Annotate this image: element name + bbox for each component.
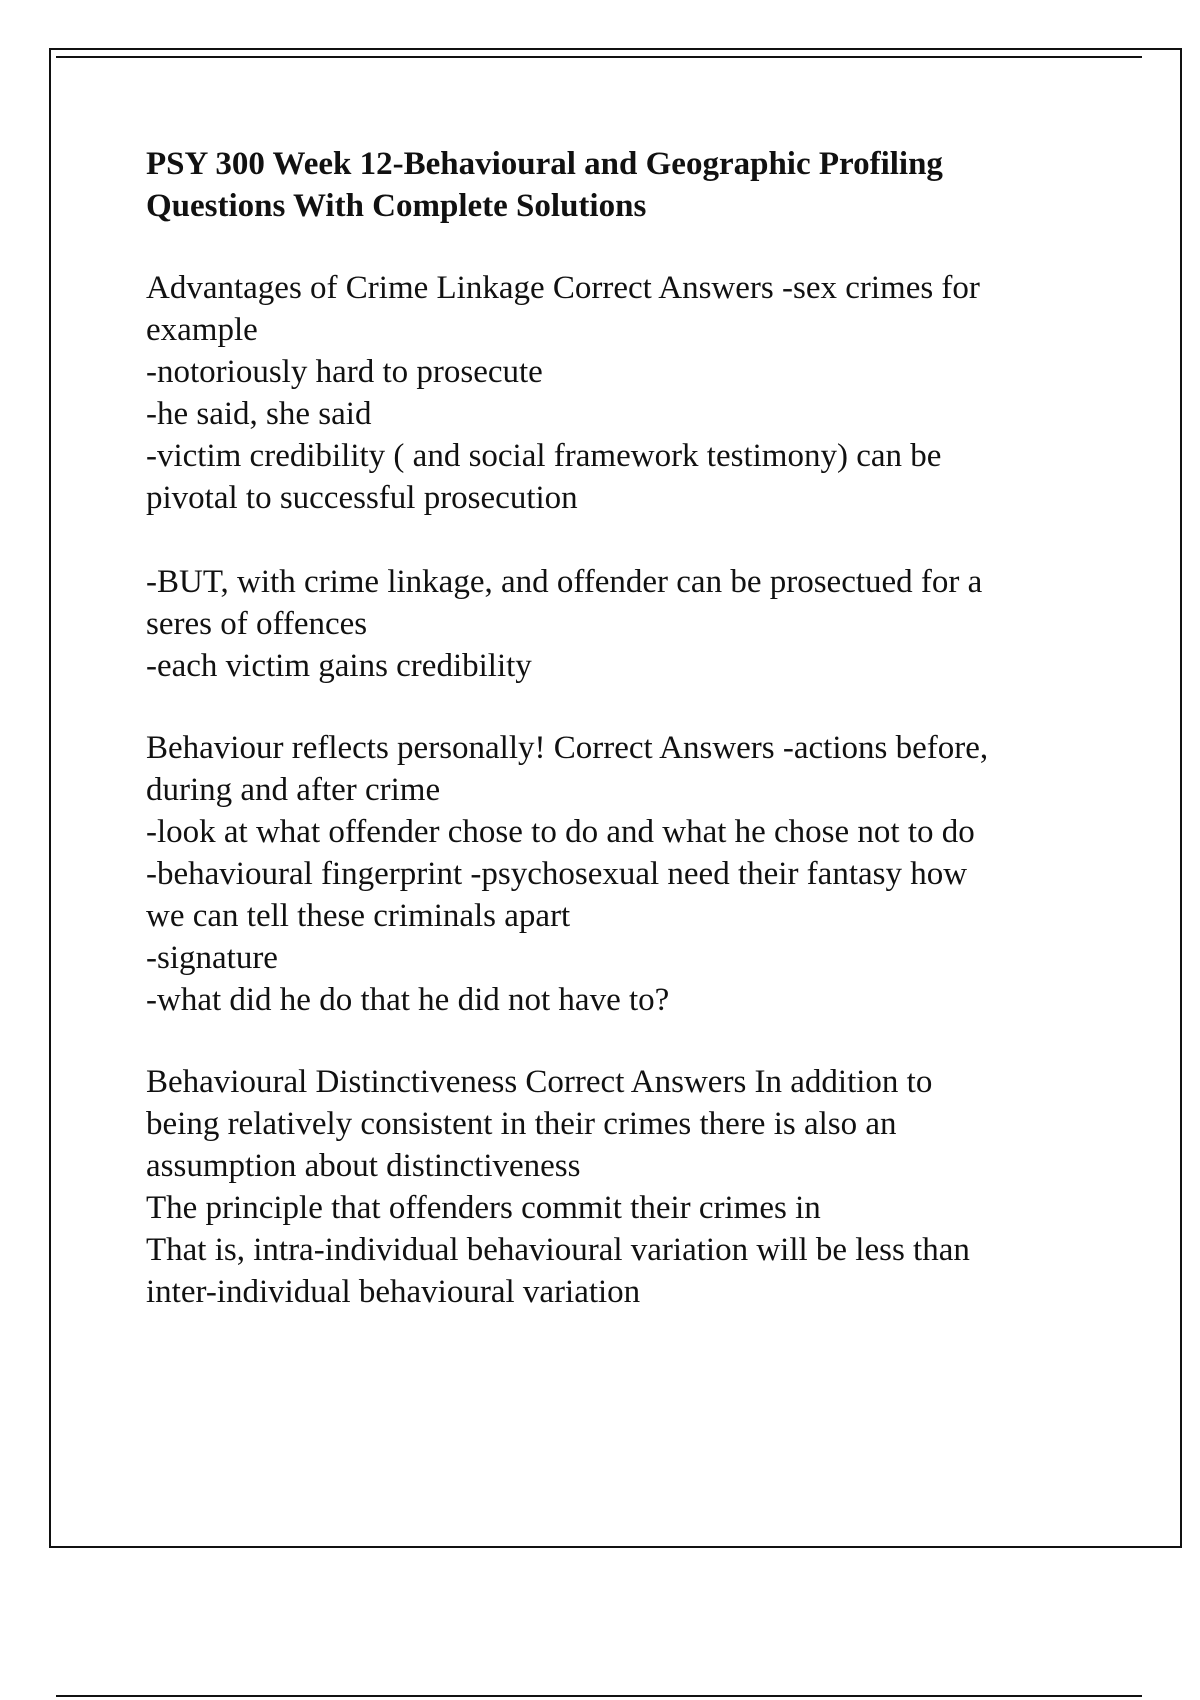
text-line: Behavioural Distinctiveness Correct Answers In addition to [146,1064,933,1100]
entry-paragraph [146,561,1106,687]
text-line: -signature [146,940,278,976]
title-line: Questions With Complete Solutions [146,188,647,224]
text-line: That is, intra-individual behavioural variation will be less than [146,1232,970,1268]
text-line: seres of offences [146,606,368,642]
entry-paragraph [146,267,1106,519]
text-line: -victim credibility ( and social framework testimony) can be [146,438,942,474]
qa-entry-behavioural-distinctiveness [146,1061,1106,1313]
text-line: -look at what offender chose to do and what he chose not to do [146,814,975,850]
qa-entry-behaviour-reflects [146,727,1106,1021]
text-line: The principle that offenders commit their crimes in [146,1190,821,1226]
entry-paragraph [146,1061,1106,1313]
text-line: we can tell these criminals apart [146,898,571,934]
text-line: -he said, she said [146,396,372,432]
text-line: inter-individual behavioural variation [146,1274,641,1310]
text-line: Advantages of Crime Linkage Correct Answers -sex crimes for [146,270,980,306]
text-line: -behavioural fingerprint -psychosexual need their fantasy how [146,856,968,892]
bottom-horizontal-rule [56,1695,1142,1697]
text-line: -notoriously hard to prosecute [146,354,543,390]
text-line: example [146,312,258,348]
text-line: being relatively consistent in their crimes there is also an [146,1106,897,1142]
text-line: Behaviour reflects personally! Correct Answers -actions before, [146,730,989,766]
qa-entry-crime-linkage [146,267,1106,687]
text-line: pivotal to successful prosecution [146,480,578,516]
text-line: assumption about distinctiveness [146,1148,581,1184]
text-line: -BUT, with crime linkage, and offender can be prosectued for a [146,564,983,600]
document-title [146,143,1106,227]
text-line: -each victim gains credibility [146,648,532,684]
text-line: during and after crime [146,772,441,808]
text-line: -what did he do that he did not have to? [146,982,670,1018]
document-body [146,143,1106,1313]
entry-paragraph [146,727,1106,1021]
title-line: PSY 300 Week 12-Behavioural and Geographic Profiling [146,146,943,182]
